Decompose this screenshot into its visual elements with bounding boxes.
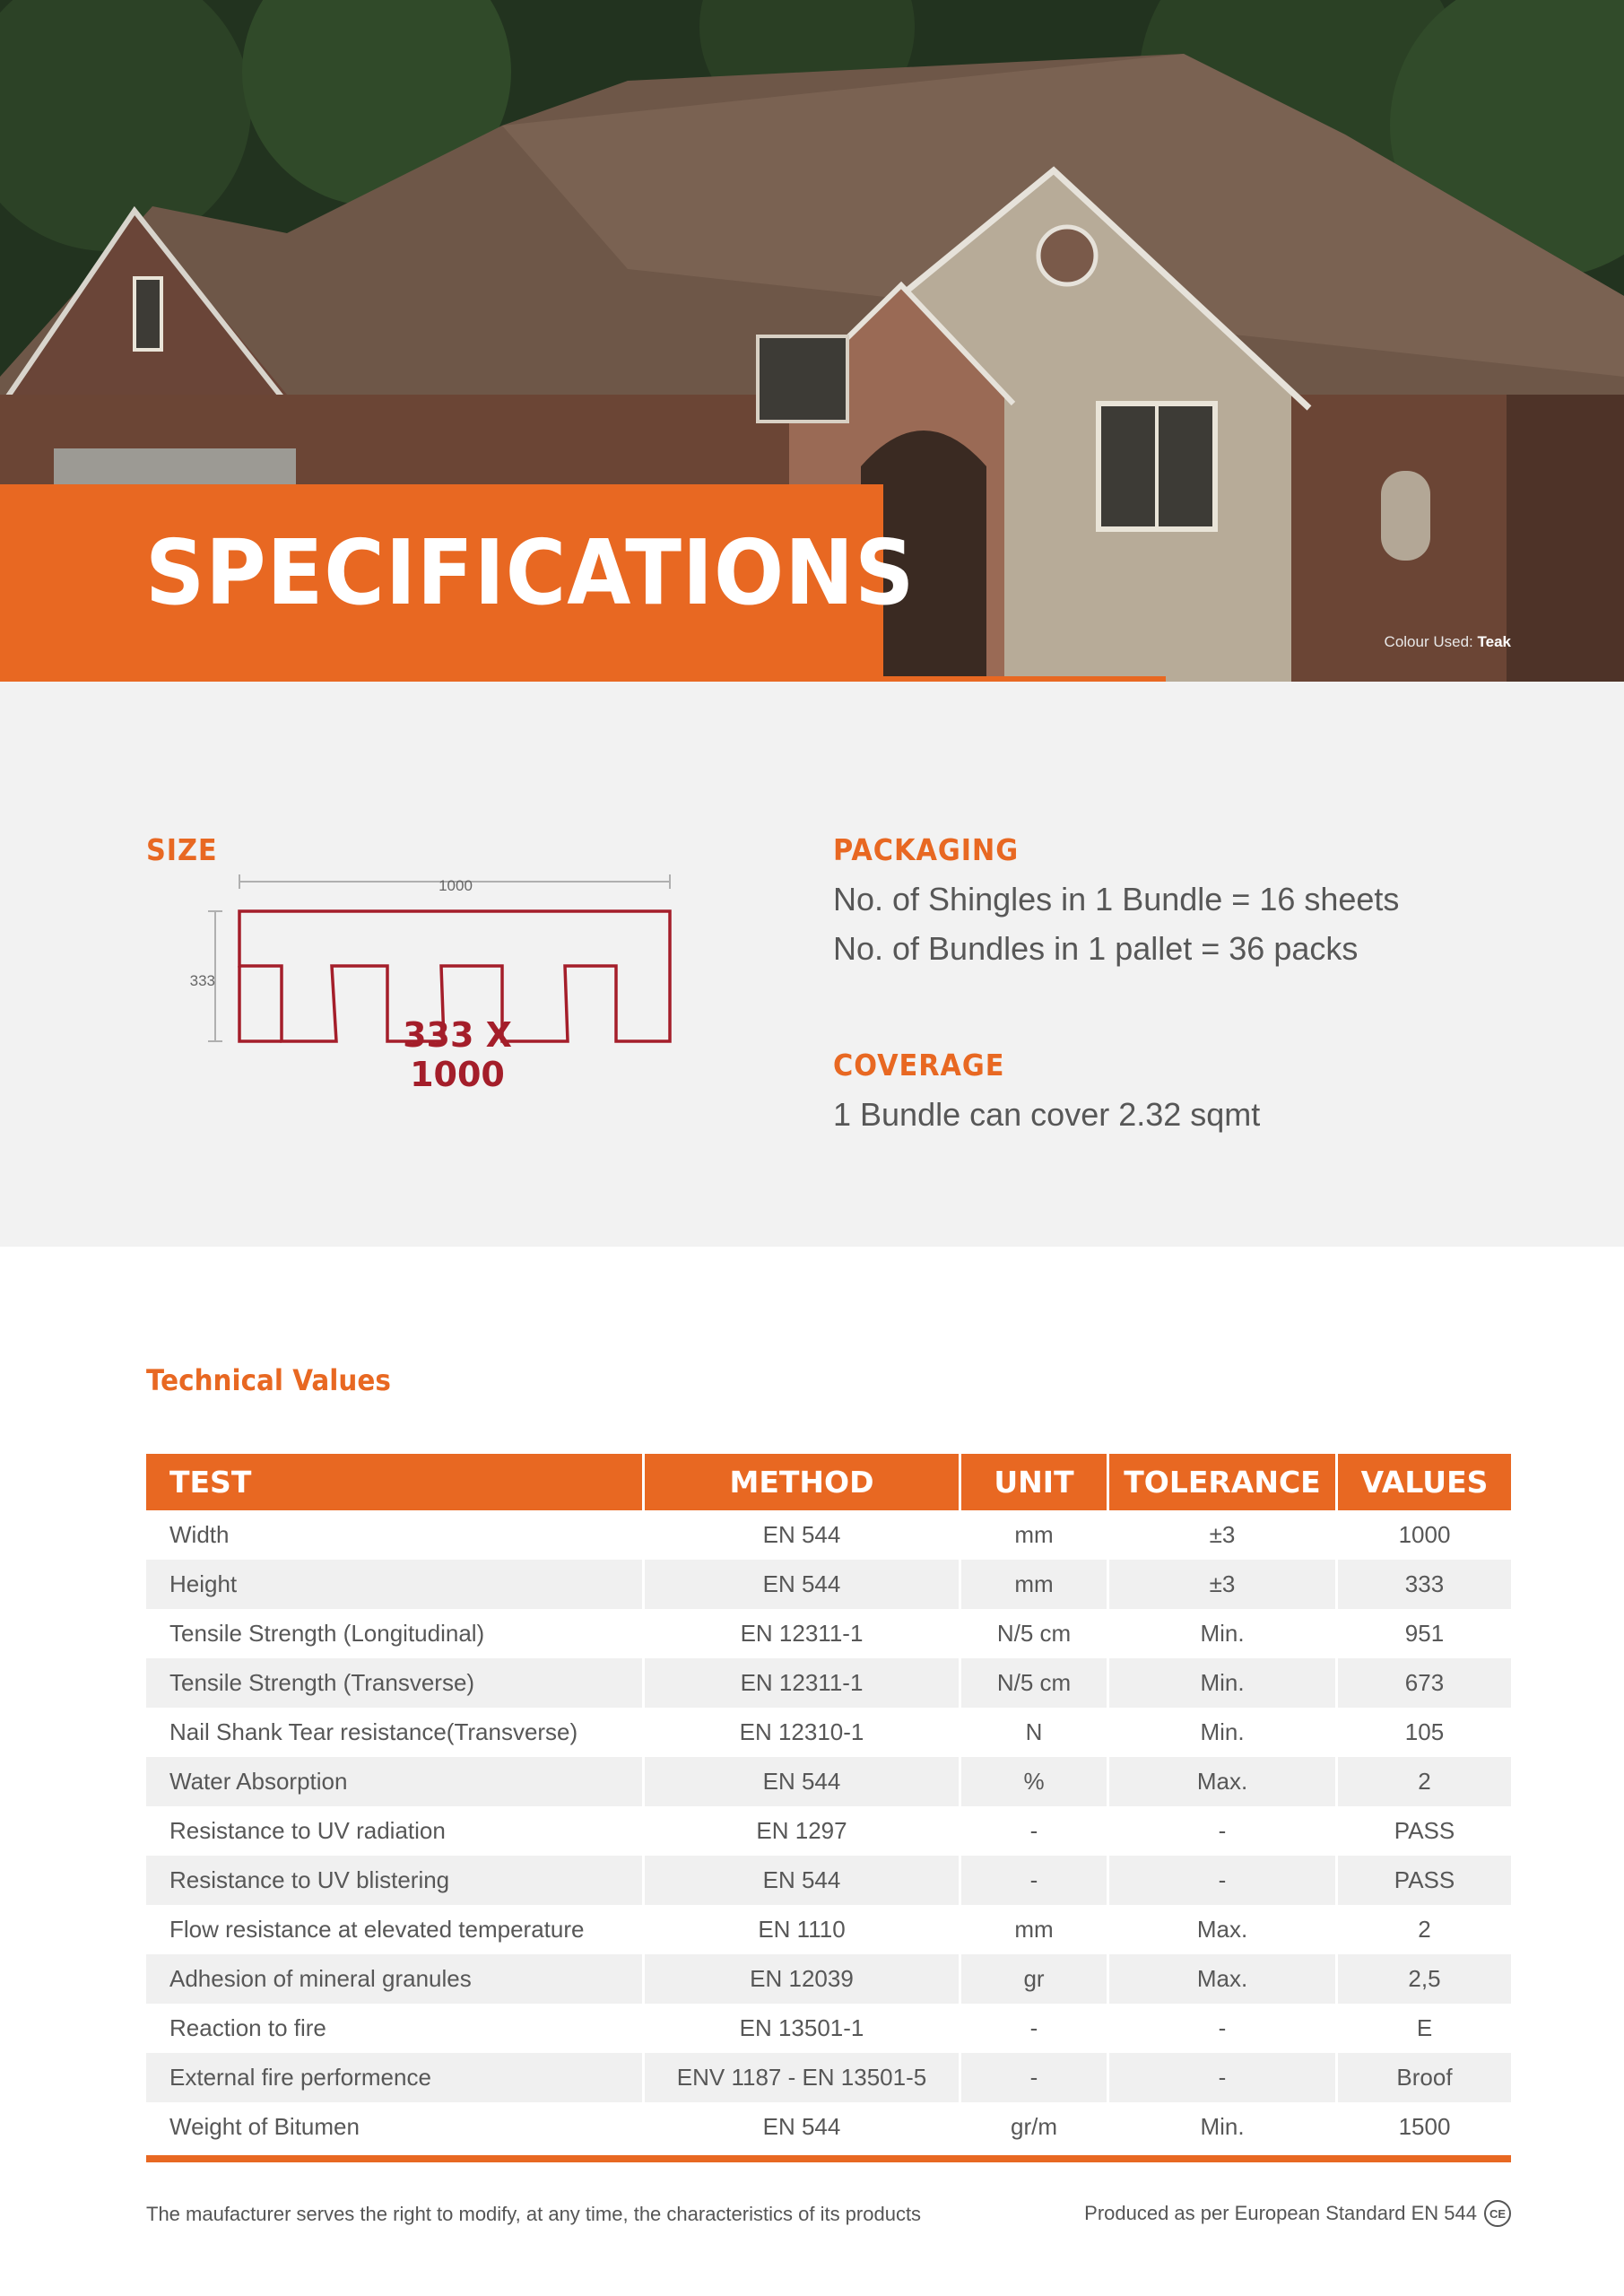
cell-value: Broof — [1396, 2064, 1453, 2091]
cell-value: E — [1416, 2014, 1433, 2041]
table-row — [146, 1658, 1511, 1708]
width-label: 1000 — [439, 877, 473, 894]
cell-unit: N/5 cm — [961, 1658, 1109, 1708]
cell-tolerance: Min. — [1109, 2102, 1338, 2152]
specs-band — [0, 682, 1624, 1247]
cell-test: Weight of Bitumen — [146, 2102, 645, 2152]
cell-test: Tensile Strength (Longitudinal) — [146, 1609, 645, 1658]
table-row — [146, 1609, 1511, 1658]
column-header-test: TEST — [146, 1454, 645, 1510]
cell-value: 2,5 — [1408, 1965, 1441, 1992]
table-row — [146, 1905, 1511, 1954]
packaging-line-shingles: No. of Shingles in 1 Bundle = 16 sheets — [833, 881, 1400, 918]
cell-value: 2 — [1418, 1768, 1431, 1795]
cell-tolerance: Max. — [1109, 1905, 1338, 1954]
cell-test: Resistance to UV blistering — [146, 1856, 645, 1905]
table-row — [146, 2102, 1511, 2152]
cell-value: 1500 — [1398, 2113, 1451, 2140]
cell-method: EN 544 — [645, 1510, 961, 1560]
cell-value: 1000 — [1398, 1521, 1451, 1548]
cell-test: Adhesion of mineral granules — [146, 1954, 645, 2004]
coverage-heading: COVERAGE — [833, 1048, 1005, 1083]
cell-method: EN 12310-1 — [645, 1708, 961, 1757]
cell-tolerance: - — [1109, 1806, 1338, 1856]
cell-test: Reaction to fire — [146, 2004, 645, 2053]
cell-tolerance: Max. — [1109, 1954, 1338, 2004]
cell-tolerance: - — [1109, 2053, 1338, 2102]
cell-test: Tensile Strength (Transverse) — [146, 1658, 645, 1708]
cell-value: 2 — [1418, 1916, 1431, 1943]
cell-unit: gr/m — [961, 2102, 1109, 2152]
cell-tolerance: Min. — [1109, 1658, 1338, 1708]
cell-method: EN 1297 — [645, 1806, 961, 1856]
table-bottom-rule — [146, 2155, 1511, 2162]
table-row — [146, 2004, 1511, 2053]
table-row — [146, 1708, 1511, 1757]
cell-unit: mm — [961, 1510, 1109, 1560]
table-row — [146, 1856, 1511, 1905]
table-row — [146, 1757, 1511, 1806]
cell-unit: - — [961, 2004, 1109, 2053]
cell-unit: N/5 cm — [961, 1609, 1109, 1658]
column-header-method: METHOD — [645, 1454, 961, 1510]
cell-value: 105 — [1404, 1718, 1445, 1745]
table-row — [146, 2053, 1511, 2102]
dimension-label: 333 X 1000 — [403, 1015, 512, 1094]
cell-test: Flow resistance at elevated temperature — [146, 1905, 645, 1954]
cell-unit: mm — [961, 1905, 1109, 1954]
height-label: 333 — [189, 972, 215, 989]
cell-value: 951 — [1404, 1620, 1445, 1647]
table-body — [146, 1510, 1511, 2152]
cell-unit: - — [961, 1806, 1109, 1856]
cell-tolerance: - — [1109, 1856, 1338, 1905]
cell-method: ENV 1187 - EN 13501-5 — [645, 2053, 961, 2102]
cell-test: Resistance to UV radiation — [146, 1806, 645, 1856]
size-heading: SIZE — [146, 832, 218, 867]
table-header — [146, 1454, 1511, 1510]
cell-value: PASS — [1394, 1817, 1455, 1844]
title-banner — [0, 484, 916, 682]
cell-tolerance: Max. — [1109, 1757, 1338, 1806]
cell-test: Height — [146, 1560, 645, 1609]
cell-unit: - — [961, 1856, 1109, 1905]
cell-method: EN 544 — [645, 1757, 961, 1806]
column-header-tolerance: TOLERANCE — [1109, 1454, 1338, 1510]
cell-method: EN 12311-1 — [645, 1658, 961, 1708]
cell-unit: mm — [961, 1560, 1109, 1609]
cell-value: 673 — [1404, 1669, 1445, 1696]
cell-value: PASS — [1394, 1866, 1455, 1893]
colour-caption: Colour Used: Teak — [1384, 633, 1511, 650]
cell-test: Width — [146, 1510, 645, 1560]
cell-test: Water Absorption — [146, 1757, 645, 1806]
table-row — [146, 1954, 1511, 2004]
table-row — [146, 1560, 1511, 1609]
cell-method: EN 12311-1 — [645, 1609, 961, 1658]
cell-unit: N — [961, 1708, 1109, 1757]
cell-method: EN 544 — [645, 1856, 961, 1905]
cell-method: EN 13501-1 — [645, 2004, 961, 2053]
cell-tolerance: - — [1109, 2004, 1338, 2053]
cell-unit: - — [961, 2053, 1109, 2102]
cell-value: 333 — [1404, 1570, 1445, 1597]
cell-unit: % — [961, 1757, 1109, 1806]
cell-unit: gr — [961, 1954, 1109, 2004]
cell-tolerance: ±3 — [1109, 1510, 1338, 1560]
coverage-text: 1 Bundle can cover 2.32 sqmt — [833, 1096, 1261, 1133]
column-header-values: VALUES — [1360, 1465, 1489, 1500]
cell-method: EN 544 — [645, 2102, 961, 2152]
table-row — [146, 1510, 1511, 1560]
packaging-heading: PACKAGING — [833, 832, 1020, 867]
cell-tolerance: ±3 — [1109, 1560, 1338, 1609]
ce-mark-icon: CE — [1484, 2200, 1511, 2227]
disclaimer: The maufacturer serves the right to modify, at any time, the characteristics of its products — [146, 2203, 922, 2225]
cell-tolerance: Min. — [1109, 1708, 1338, 1757]
table-row — [146, 1806, 1511, 1856]
technical-values-heading: Technical Values — [146, 1363, 391, 1397]
packaging-line-bundles: No. of Bundles in 1 pallet = 36 packs — [833, 930, 1359, 967]
standard-note — [1084, 2200, 1511, 2227]
cell-tolerance: Min. — [1109, 1609, 1338, 1658]
cell-test: Nail Shank Tear resistance(Transverse) — [146, 1708, 645, 1757]
page-title: SPECIFICATIONS — [145, 520, 916, 625]
technical-values-table — [146, 1454, 1511, 2162]
cell-test: External fire performence — [146, 2053, 645, 2102]
cell-method: EN 1110 — [645, 1905, 961, 1954]
column-header-unit: UNIT — [961, 1454, 1109, 1510]
standard-text: Produced as per European Standard EN 544 — [1084, 2202, 1477, 2224]
cell-method: EN 12039 — [645, 1954, 961, 2004]
cell-method: EN 544 — [645, 1560, 961, 1609]
